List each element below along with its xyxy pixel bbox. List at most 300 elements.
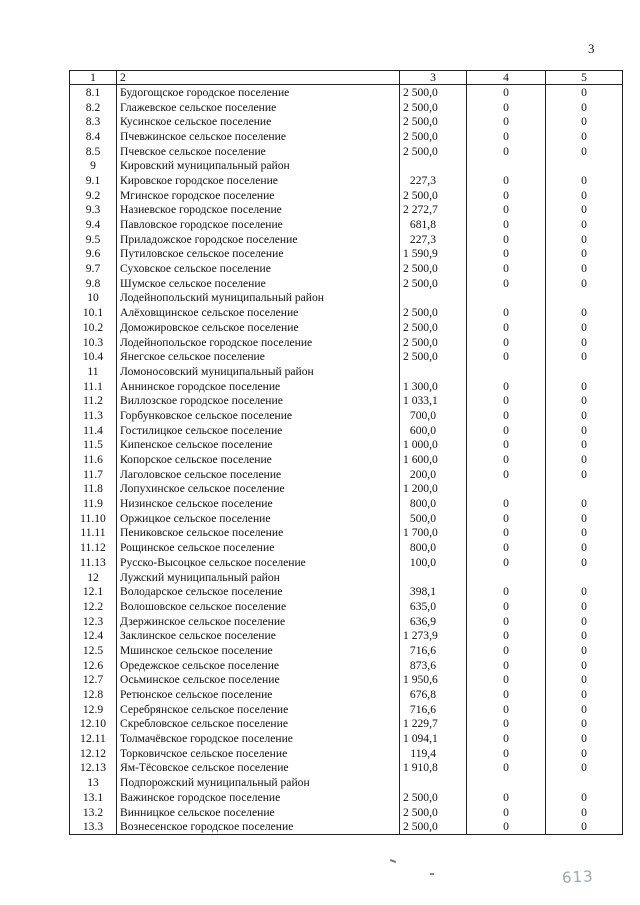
value-col-5: 0: [546, 408, 623, 423]
row-number: 11.2: [70, 393, 117, 408]
row-number: 12.8: [70, 687, 117, 702]
amount: 227,3: [400, 173, 467, 188]
row-number: 12.6: [70, 658, 117, 673]
row-number: 10: [70, 291, 117, 306]
settlement-name: Рощинское сельское поселение: [117, 540, 400, 555]
table-row: [70, 467, 623, 482]
settlement-name: Мгинское городское поселение: [117, 188, 400, 203]
amount: [400, 364, 467, 379]
amount: 398,1: [400, 584, 467, 599]
settlement-name: Волошовское сельское поселение: [117, 599, 400, 614]
settlement-name: Лужский муниципальный район: [117, 570, 400, 585]
settlement-name: Ям-Тёсовское сельское поселение: [117, 761, 400, 776]
amount: 716,6: [400, 702, 467, 717]
value-col-5: 0: [546, 203, 623, 218]
amount: 1 300,0: [400, 379, 467, 394]
table-row: [70, 379, 623, 394]
value-col-5: 0: [546, 643, 623, 658]
table-row: [70, 819, 623, 834]
settlement-name: Шумское сельское поселение: [117, 276, 400, 291]
row-number: 9.4: [70, 217, 117, 232]
table-row: [70, 570, 623, 585]
value-col-4: [467, 158, 546, 173]
row-number: 9.6: [70, 247, 117, 262]
row-number: 11.8: [70, 482, 117, 497]
amount: 2 500,0: [400, 114, 467, 129]
allocation-table-container: [69, 70, 608, 835]
table-row: [70, 643, 623, 658]
value-col-5: 0: [546, 452, 623, 467]
value-col-4: 0: [467, 687, 546, 702]
table-row: [70, 114, 623, 129]
row-number: 9.5: [70, 232, 117, 247]
value-col-4: 0: [467, 217, 546, 232]
value-col-4: 0: [467, 790, 546, 805]
value-col-5: 0: [546, 746, 623, 761]
settlement-name: Гостилицкое сельское поселение: [117, 423, 400, 438]
table-row: [70, 232, 623, 247]
value-col-4: 0: [467, 452, 546, 467]
value-col-5: 0: [546, 467, 623, 482]
amount: 681,8: [400, 217, 467, 232]
settlement-name: Осьминское сельское поселение: [117, 673, 400, 688]
value-col-5: 0: [546, 261, 623, 276]
value-col-4: 0: [467, 731, 546, 746]
row-number: 11.11: [70, 526, 117, 541]
settlement-name: Важинское городское поселение: [117, 790, 400, 805]
row-number: 10.1: [70, 305, 117, 320]
value-col-4: 0: [467, 658, 546, 673]
table-row: [70, 364, 623, 379]
value-col-5: 0: [546, 173, 623, 188]
row-number: 12.3: [70, 614, 117, 629]
table-row: [70, 423, 623, 438]
table-row: [70, 320, 623, 335]
value-col-4: 0: [467, 261, 546, 276]
value-col-4: [467, 482, 546, 497]
value-col-5: 0: [546, 555, 623, 570]
header-col-3: 3: [400, 71, 467, 85]
table-row: [70, 291, 623, 306]
row-number: 8.2: [70, 100, 117, 115]
table-row: [70, 276, 623, 291]
settlement-name: Лодейнопольский муниципальный район: [117, 291, 400, 306]
settlement-name: Пчевское сельское поселение: [117, 144, 400, 159]
value-col-5: 0: [546, 379, 623, 394]
row-number: 12.7: [70, 673, 117, 688]
settlement-name: Будогощское городское поселение: [117, 85, 400, 100]
header-col-2: 2: [117, 71, 400, 85]
value-col-5: 0: [546, 673, 623, 688]
value-col-5: 0: [546, 320, 623, 335]
amount: 1 033,1: [400, 393, 467, 408]
scan-artifact: [430, 873, 434, 875]
table-header-row: [70, 71, 623, 85]
value-col-4: 0: [467, 761, 546, 776]
settlement-name: Назиевское городское поселение: [117, 203, 400, 218]
amount: 100,0: [400, 555, 467, 570]
value-col-5: 0: [546, 232, 623, 247]
value-col-5: [546, 482, 623, 497]
amount: 800,0: [400, 540, 467, 555]
amount: 700,0: [400, 408, 467, 423]
amount: [400, 775, 467, 790]
table-row: [70, 247, 623, 262]
table-row: [70, 482, 623, 497]
row-number: 12: [70, 570, 117, 585]
value-col-4: 0: [467, 746, 546, 761]
row-number: 11: [70, 364, 117, 379]
row-number: 13.3: [70, 819, 117, 834]
amount: [400, 158, 467, 173]
settlement-name: Скребловское сельское поселение: [117, 717, 400, 732]
value-col-4: 0: [467, 717, 546, 732]
row-number: 13.2: [70, 805, 117, 820]
table-row: [70, 393, 623, 408]
row-number: 8.3: [70, 114, 117, 129]
table-row: [70, 526, 623, 541]
settlement-name: Подпорожский муниципальный район: [117, 775, 400, 790]
value-col-5: 0: [546, 114, 623, 129]
row-number: 11.1: [70, 379, 117, 394]
table-row: [70, 173, 623, 188]
settlement-name: Кировский муниципальный район: [117, 158, 400, 173]
amount: 2 500,0: [400, 819, 467, 834]
amount: 2 500,0: [400, 805, 467, 820]
value-col-5: [546, 158, 623, 173]
amount: 1 000,0: [400, 438, 467, 453]
value-col-4: 0: [467, 305, 546, 320]
amount: 2 500,0: [400, 335, 467, 350]
value-col-5: 0: [546, 790, 623, 805]
value-col-5: [546, 570, 623, 585]
value-col-4: 0: [467, 393, 546, 408]
value-col-5: 0: [546, 438, 623, 453]
allocation-table: [69, 70, 623, 835]
value-col-5: 0: [546, 393, 623, 408]
value-col-4: 0: [467, 129, 546, 144]
table-row: [70, 158, 623, 173]
value-col-4: 0: [467, 819, 546, 834]
row-number: 12.5: [70, 643, 117, 658]
amount: 800,0: [400, 496, 467, 511]
settlement-name: Пчевжинское сельское поселение: [117, 129, 400, 144]
table-body: [70, 85, 623, 835]
table-row: [70, 790, 623, 805]
settlement-name: Суховское сельское поселение: [117, 261, 400, 276]
amount: 2 500,0: [400, 276, 467, 291]
amount: 1 229,7: [400, 717, 467, 732]
amount: 600,0: [400, 423, 467, 438]
row-number: 12.2: [70, 599, 117, 614]
value-col-5: 0: [546, 349, 623, 364]
table-row: [70, 496, 623, 511]
amount: 1 094,1: [400, 731, 467, 746]
table-row: [70, 217, 623, 232]
value-col-4: 0: [467, 423, 546, 438]
value-col-4: 0: [467, 188, 546, 203]
row-number: 8.4: [70, 129, 117, 144]
row-number: 8.1: [70, 85, 117, 100]
settlement-name: Кипенское сельское поселение: [117, 438, 400, 453]
header-col-4: 4: [467, 71, 546, 85]
amount: 1 600,0: [400, 452, 467, 467]
value-col-4: 0: [467, 203, 546, 218]
value-col-4: 0: [467, 114, 546, 129]
value-col-4: 0: [467, 408, 546, 423]
value-col-5: 0: [546, 526, 623, 541]
amount: 227,3: [400, 232, 467, 247]
value-col-4: 0: [467, 511, 546, 526]
value-col-5: 0: [546, 335, 623, 350]
row-number: 11.10: [70, 511, 117, 526]
row-number: 11.13: [70, 555, 117, 570]
value-col-4: [467, 364, 546, 379]
table-row: [70, 144, 623, 159]
table-row: [70, 731, 623, 746]
amount: 1 700,0: [400, 526, 467, 541]
value-col-4: 0: [467, 599, 546, 614]
row-number: 8.5: [70, 144, 117, 159]
settlement-name: Русско-Высоцкое сельское поселение: [117, 555, 400, 570]
amount: 2 500,0: [400, 100, 467, 115]
amount: 2 272,7: [400, 203, 467, 218]
amount: 1 200,0: [400, 482, 467, 497]
value-col-4: 0: [467, 85, 546, 100]
settlement-name: Лаголовское сельское поселение: [117, 467, 400, 482]
value-col-5: [546, 291, 623, 306]
value-col-5: 0: [546, 731, 623, 746]
amount: 2 500,0: [400, 188, 467, 203]
row-number: 9: [70, 158, 117, 173]
row-number: 9.7: [70, 261, 117, 276]
value-col-4: 0: [467, 144, 546, 159]
value-col-4: 0: [467, 673, 546, 688]
amount: 1 910,8: [400, 761, 467, 776]
value-col-5: 0: [546, 305, 623, 320]
row-number: 12.9: [70, 702, 117, 717]
table-row: [70, 805, 623, 820]
settlement-name: Алёховщинское сельское поселение: [117, 305, 400, 320]
table-row: [70, 540, 623, 555]
value-col-4: 0: [467, 555, 546, 570]
amount: 1 950,6: [400, 673, 467, 688]
value-col-5: 0: [546, 144, 623, 159]
value-col-5: 0: [546, 702, 623, 717]
settlement-name: Ломоносовский муниципальный район: [117, 364, 400, 379]
amount: 2 500,0: [400, 129, 467, 144]
row-number: 11.3: [70, 408, 117, 423]
table-row: [70, 452, 623, 467]
settlement-name: Дзержинское сельское поселение: [117, 614, 400, 629]
table-row: [70, 100, 623, 115]
table-row: [70, 305, 623, 320]
value-col-5: 0: [546, 540, 623, 555]
table-row: [70, 438, 623, 453]
faded-stamp-number: 613: [561, 867, 595, 887]
settlement-name: Янегское сельское поселение: [117, 349, 400, 364]
page-number: 3: [588, 41, 595, 56]
value-col-4: 0: [467, 247, 546, 262]
row-number: 12.1: [70, 584, 117, 599]
amount: 2 500,0: [400, 261, 467, 276]
table-row: [70, 775, 623, 790]
value-col-4: 0: [467, 173, 546, 188]
settlement-name: Вознесенское городское поселение: [117, 819, 400, 834]
value-col-5: [546, 775, 623, 790]
value-col-5: 0: [546, 423, 623, 438]
row-number: 11.12: [70, 540, 117, 555]
settlement-name: Низинское сельское поселение: [117, 496, 400, 511]
value-col-4: 0: [467, 643, 546, 658]
amount: 119,4: [400, 746, 467, 761]
settlement-name: Аннинское городское поселение: [117, 379, 400, 394]
value-col-4: 0: [467, 276, 546, 291]
value-col-5: 0: [546, 584, 623, 599]
amount: 2 500,0: [400, 790, 467, 805]
value-col-4: 0: [467, 526, 546, 541]
row-number: 11.4: [70, 423, 117, 438]
settlement-name: Горбунковское сельское поселение: [117, 408, 400, 423]
settlement-name: Кусинское сельское поселение: [117, 114, 400, 129]
value-col-4: 0: [467, 379, 546, 394]
table-row: [70, 658, 623, 673]
value-col-5: 0: [546, 761, 623, 776]
value-col-4: 0: [467, 805, 546, 820]
value-col-5: [546, 364, 623, 379]
table-row: [70, 687, 623, 702]
value-col-5: 0: [546, 687, 623, 702]
amount: 500,0: [400, 511, 467, 526]
value-col-5: 0: [546, 628, 623, 643]
settlement-name: Копорское сельское поселение: [117, 452, 400, 467]
settlement-name: Глажевское сельское поселение: [117, 100, 400, 115]
row-number: 11.9: [70, 496, 117, 511]
table-row: [70, 349, 623, 364]
value-col-5: 0: [546, 85, 623, 100]
settlement-name: Кировское городское поселение: [117, 173, 400, 188]
table-row: [70, 673, 623, 688]
value-col-5: 0: [546, 217, 623, 232]
value-col-5: 0: [546, 819, 623, 834]
row-number: 9.2: [70, 188, 117, 203]
value-col-5: 0: [546, 511, 623, 526]
value-col-5: 0: [546, 129, 623, 144]
table-row: [70, 584, 623, 599]
value-col-5: 0: [546, 100, 623, 115]
value-col-4: 0: [467, 467, 546, 482]
table-row: [70, 188, 623, 203]
value-col-5: 0: [546, 658, 623, 673]
settlement-name: Лодейнопольское городское поселение: [117, 335, 400, 350]
row-number: 10.4: [70, 349, 117, 364]
row-number: 9.3: [70, 203, 117, 218]
settlement-name: Оржицкое сельское поселение: [117, 511, 400, 526]
value-col-5: 0: [546, 614, 623, 629]
value-col-4: 0: [467, 496, 546, 511]
settlement-name: Винницкое сельское поселение: [117, 805, 400, 820]
row-number: 10.2: [70, 320, 117, 335]
settlement-name: Лопухинское сельское поселение: [117, 482, 400, 497]
settlement-name: Путиловское сельское поселение: [117, 247, 400, 262]
table-row: [70, 203, 623, 218]
amount: 2 500,0: [400, 320, 467, 335]
value-col-5: 0: [546, 188, 623, 203]
row-number: 13: [70, 775, 117, 790]
value-col-4: 0: [467, 584, 546, 599]
settlement-name: Мшинское сельское поселение: [117, 643, 400, 658]
amount: 636,9: [400, 614, 467, 629]
table-row: [70, 761, 623, 776]
row-number: 9.1: [70, 173, 117, 188]
amount: 2 500,0: [400, 349, 467, 364]
value-col-4: 0: [467, 438, 546, 453]
value-col-4: 0: [467, 320, 546, 335]
value-col-4: 0: [467, 100, 546, 115]
value-col-4: 0: [467, 540, 546, 555]
amount: 2 500,0: [400, 305, 467, 320]
amount: 716,6: [400, 643, 467, 658]
settlement-name: Пениковское сельское поселение: [117, 526, 400, 541]
table-row: [70, 129, 623, 144]
table-row: [70, 555, 623, 570]
settlement-name: Павловское городское поселение: [117, 217, 400, 232]
row-number: 10.3: [70, 335, 117, 350]
settlement-name: Заклинское сельское поселение: [117, 628, 400, 643]
table-row: [70, 335, 623, 350]
row-number: 12.13: [70, 761, 117, 776]
settlement-name: Приладожское городское поселение: [117, 232, 400, 247]
value-col-4: 0: [467, 349, 546, 364]
value-col-5: 0: [546, 599, 623, 614]
amount: 1 590,9: [400, 247, 467, 262]
header-col-1: 1: [70, 71, 117, 85]
table-row: [70, 614, 623, 629]
amount: 635,0: [400, 599, 467, 614]
amount: 873,6: [400, 658, 467, 673]
row-number: 12.12: [70, 746, 117, 761]
value-col-5: 0: [546, 496, 623, 511]
table-row: [70, 511, 623, 526]
value-col-5: 0: [546, 717, 623, 732]
value-col-4: 0: [467, 628, 546, 643]
row-number: 13.1: [70, 790, 117, 805]
settlement-name: Виллозское городское поселение: [117, 393, 400, 408]
table-row: [70, 628, 623, 643]
settlement-name: Толмачёвское городское поселение: [117, 731, 400, 746]
settlement-name: Серебрянское сельское поселение: [117, 702, 400, 717]
table-row: [70, 702, 623, 717]
row-number: 11.7: [70, 467, 117, 482]
value-col-4: [467, 291, 546, 306]
value-col-4: [467, 775, 546, 790]
row-number: 11.5: [70, 438, 117, 453]
value-col-4: 0: [467, 232, 546, 247]
row-number: 12.11: [70, 731, 117, 746]
table-row: [70, 717, 623, 732]
table-row: [70, 85, 623, 100]
amount: 1 273,9: [400, 628, 467, 643]
amount: [400, 291, 467, 306]
amount: 2 500,0: [400, 85, 467, 100]
value-col-5: 0: [546, 805, 623, 820]
settlement-name: Торковичское сельское поселение: [117, 746, 400, 761]
value-col-5: 0: [546, 247, 623, 262]
table-row: [70, 408, 623, 423]
header-col-5: 5: [546, 71, 623, 85]
settlement-name: Оредежское сельское поселение: [117, 658, 400, 673]
settlement-name: Ретюнское сельское поселение: [117, 687, 400, 702]
